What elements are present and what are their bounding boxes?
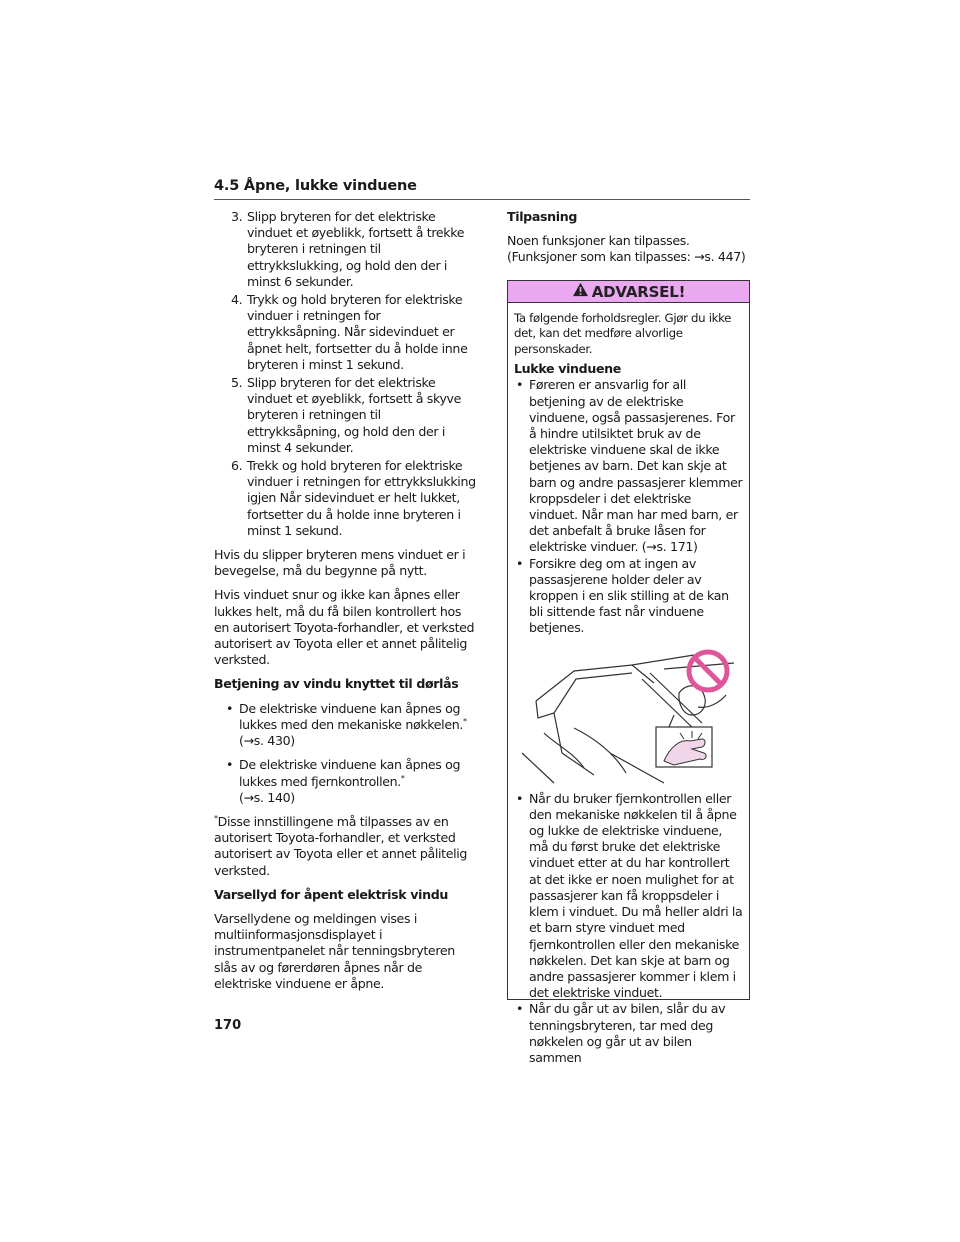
warning-item: • Forsikre deg om at ingen av passasjerene holder deler av kroppen i en slik stilling at de kan bli sittende fast når vinduene betjenes. — [514, 556, 743, 637]
left-column — [214, 209, 476, 1000]
step-text: Trykk og hold bryteren for elektriske vinduer i retningen for ettrykksåpning. Når sidevinduet er åpnet helt, fortsetter du å holde inne bryteren i minst 1 sekund. — [247, 292, 468, 372]
warning-item: • Når du går ut av bilen, slår du av tenningsbryteren, tar med deg nøkkelen og går ut av bilen sammen — [514, 1001, 743, 1066]
footnote — [214, 814, 476, 879]
list-item — [214, 701, 476, 750]
hand-pinch-icon — [656, 727, 712, 767]
step-list — [214, 209, 476, 539]
step-number: 6. — [231, 458, 243, 474]
footnote-text: Disse innstillingene må tilpasses av en autorisert Toyota-forhandler, et verksted autorisert av Toyota eller et annet pålitelig verksted. — [214, 813, 468, 878]
warning-list — [514, 377, 743, 636]
footnote-marker: * — [214, 813, 218, 823]
warning-body — [508, 303, 749, 1066]
list-item-text: De elektriske vinduene kan åpnes og lukkes med fjernkontrollen. — [239, 757, 461, 789]
door-lock-list — [214, 701, 476, 806]
step-item — [214, 209, 476, 290]
page-number: 170 — [214, 1018, 242, 1033]
warning-item: • Føreren er ansvarlig for all betjening av de elektriske vinduene, også passasjerenes. For å hindre utilsiktet bruk av de elektriske vinduene skal de ikke betjenes av barn. Det kan skje at barn og andre passasjerer klemmer kroppsdeler i det elektriske vinduet. Når man har med barn, er det anbefalt å bruke låsen for elektriske vinduer. (→s. 171) — [514, 377, 743, 555]
list-item — [214, 757, 476, 806]
prohibition-icon — [689, 652, 727, 690]
step-item — [214, 375, 476, 456]
warning-item: • Når du bruker fjernkontrollen eller den mekaniske nøkkelen til å åpne og lukke de elektriske vinduene, må du først bruke det elektriske vinduet etter at du har kontrollert at det ikke er noen mulighet for at passasjerer kan få kroppsdeler i klem i vinduet. Du må heller aldri la et barn styre vinduet med fjernkontrollen eller den mekaniske nøkkelen. Det kan skje at barn og andre passasjerer kommer i klem i det elektriske vinduet. — [514, 791, 743, 1002]
warning-list — [514, 791, 743, 1066]
step-text: Trekk og hold bryteren for elektriske vinduer i retningen for ettrykkslukking igjen Når sidevinduet er helt lukket, fortsetter du å holde inne bryteren i minst 1 sekund. — [247, 458, 476, 538]
warning-intro: Ta følgende forholdsregler. Gjør du ikke det, kan det medføre alvorlige personskader. — [514, 311, 732, 356]
step-number: 3. — [231, 209, 243, 224]
step-text: Slipp bryteren for det elektriske vinduet et øyeblikk, fortsett å trekke bryteren i retningen til ettrykkslukking, og hold den der i minst 6 sekunder. — [247, 209, 465, 289]
door-lock-heading: Betjening av vindu knyttet til dørlås — [214, 676, 459, 692]
reverse-paragraph: Hvis vinduet snur og ikke kan åpnes eller lukkes helt, må du få bilen kontrollert hos en autorisert Toyota-forhandler, et verksted autorisert av Toyota eller et annet pålitelig verksted. — [214, 587, 475, 668]
step-text: Slipp bryteren for det elektriske vinduet et øyeblikk, fortsett å skyve bryteren i retningen til ettrykksåpning, og hold den der i minst 4 sekunder. — [247, 375, 462, 455]
warning-header — [508, 281, 749, 303]
step-number: 4. — [231, 292, 243, 308]
customization-paragraph: Noen funksjoner kan tilpasses. (Funksjoner som kan tilpasses: →s. 447) — [507, 233, 746, 265]
warning-subheading: Lukke vinduene — [514, 361, 621, 377]
section-divider — [214, 199, 750, 200]
customization-heading: Tilpasning — [507, 209, 577, 224]
footnote-marker: * — [463, 716, 467, 726]
warning-box — [507, 280, 750, 1065]
buzzer-paragraph: Varsellydene og meldingen vises i multiinformasjonsdisplayet i instrumentpanelet når tenningsbryteren slås av og førerdøren åpnes når de elektriske vinduene er åpne. — [214, 910, 455, 991]
warning-title: ADVARSEL! — [591, 282, 686, 301]
step-item — [214, 292, 476, 373]
page-reference: (→s. 140) — [239, 789, 295, 805]
step-number: 5. — [231, 375, 243, 391]
list-item-text: De elektriske vinduene kan åpnes og lukkes med den mekaniske nøkkelen. — [239, 700, 464, 732]
step-item — [214, 458, 476, 539]
release-paragraph: Hvis du slipper bryteren mens vinduet er i bevegelse, må du begynne på nytt. — [214, 547, 466, 579]
footnote-marker: * — [400, 773, 405, 783]
window-pinch-illustration — [514, 643, 744, 783]
buzzer-heading: Varsellyd for åpent elektrisk vindu — [214, 886, 448, 902]
section-title: 4.5 Åpne, lukke vinduene — [214, 178, 417, 194]
right-column — [507, 209, 751, 274]
warning-triangle-icon — [572, 282, 589, 301]
page-reference: (→s. 430) — [239, 733, 295, 749]
